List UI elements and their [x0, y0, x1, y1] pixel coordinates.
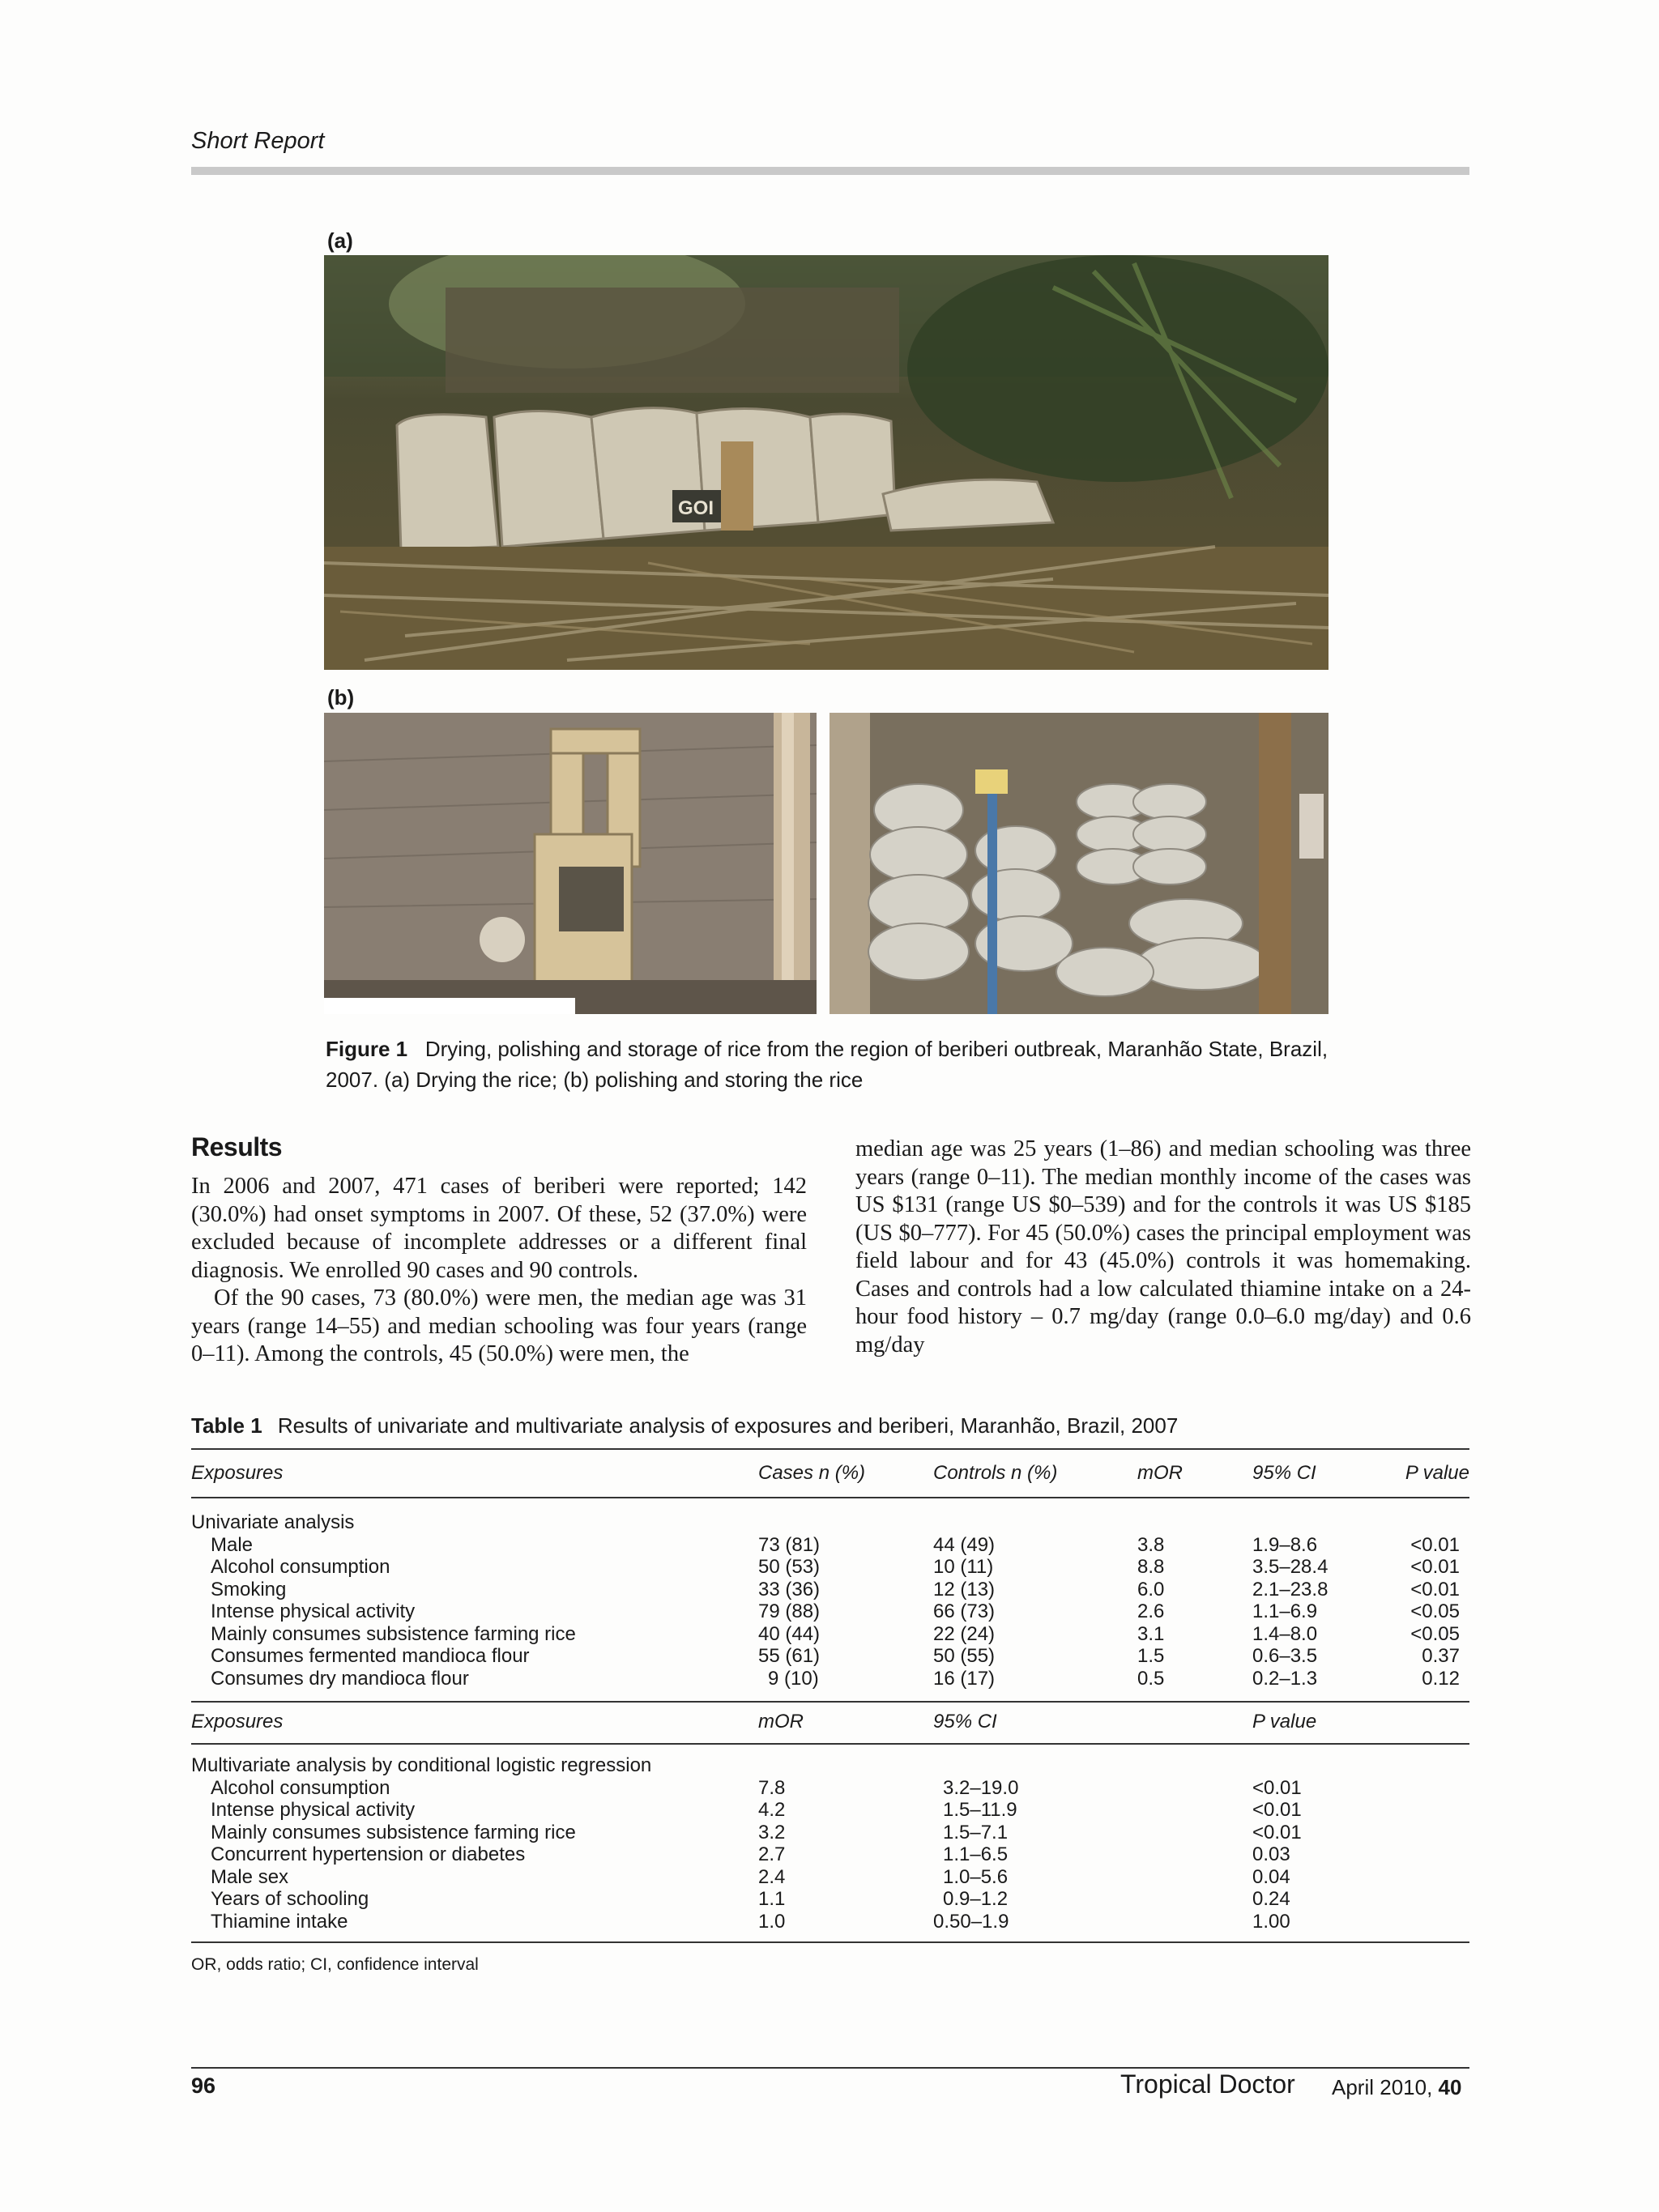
photo-drying-rice	[324, 255, 1328, 670]
issue-info	[1332, 2075, 1461, 2100]
col-header-mor-2: mOR	[758, 1711, 804, 1733]
journal-name: Tropical Doctor	[1120, 2069, 1295, 2099]
col-header-exposures-2: Exposures	[191, 1711, 284, 1733]
table-univariate-body	[191, 1511, 1469, 1698]
table-row: Mainly consumes subsistence farming rice 40 (44) 22 (24) 3.1 1.4–8.0 <0.05	[211, 1622, 1460, 1645]
table-row: Intense physical activity 79 (88) 66 (73) 2.6 1.1–6.9 <0.05	[211, 1600, 1460, 1622]
results-paragraph-2: Of the 90 cases, 73 (80.0%) were men, the median age was 31 years (range 14–55) and median schooling was four years (range 0–11). Among the controls, 45 (50.0%) were men, the	[191, 1285, 807, 1366]
figure-caption	[326, 1034, 1346, 1095]
figure-caption-label: Figure 1	[326, 1037, 408, 1061]
col-header-pvalue: P value	[1405, 1462, 1469, 1484]
table-row: Smoking 33 (36) 12 (13) 6.0 2.1–23.8 <0.01	[211, 1578, 1460, 1600]
table-title	[191, 1413, 1178, 1438]
figure-caption-text: Drying, polishing and storage of rice from the region of beriberi outbreak, Maranhão State, Brazil, 2007. (a) Drying the rice; (b) polishing and storing the rice	[326, 1037, 1328, 1092]
results-heading: Results	[191, 1132, 283, 1161]
table-row: Alcohol consumption 50 (53) 10 (11) 8.8 3.5–28.4 <0.01	[211, 1556, 1460, 1578]
table-row: Mainly consumes subsistence farming rice 3.2 1.5–7.1 <0.01	[211, 1821, 1302, 1843]
table-header-univariate	[191, 1462, 1469, 1486]
table-header-rule-1	[191, 1497, 1469, 1498]
table-row: Years of schooling 1.1 0.9–1.2 0.24	[211, 1888, 1290, 1910]
panel-a-label: (a)	[327, 228, 353, 253]
col-header-cases: Cases n (%)	[758, 1462, 866, 1484]
table-row: Intense physical activity 4.2 1.5–11.9 <0.01	[211, 1799, 1302, 1821]
results-paragraph-3: median age was 25 years (1–86) and median schooling was three years (range 0–11). The median monthly income of the cases was US $131 (range US $0–539) and for the controls it was US $185 (US $0–777). For 45 (50.0%) cases the principal employment was field labour and for 43 (45.0%) controls it was homemaking. Cases and controls had a low calculated thiamine intake on a 24-hour food history – 0.7 mg/day (range 0.0–6.0 mg/day) and 0.6 mg/day	[855, 1136, 1471, 1357]
table-footnote: OR, odds ratio; CI, confidence interval	[191, 1955, 479, 1974]
section-univariate: Univariate analysis	[191, 1511, 355, 1533]
table-multivariate-body	[191, 1754, 1469, 1941]
header-rule	[191, 167, 1469, 175]
table-row: Consumes fermented mandioca flour 55 (61) 50 (55) 1.5 0.6–3.5 0.37	[211, 1645, 1460, 1667]
issue-date: April 2010,	[1332, 2075, 1433, 2099]
table-row: Male 73 (81) 44 (49) 3.8 1.9–8.6 <0.01	[211, 1533, 1460, 1556]
table-row: Consumes dry mandioca flour 9 (10) 16 (17) 0.5 0.2–1.3 0.12	[211, 1667, 1460, 1690]
page-number: 96	[191, 2073, 216, 2098]
footer-rule	[191, 2067, 1469, 2069]
results-paragraph-1: In 2006 and 2007, 471 cases of beriberi were reported; 142 (30.0%) had onset symptoms in 2007. Of these, 52 (37.0%) were excluded because of incomplete addresses or a different final diagnosis. We enrolled 90 cases and 90 controls.	[191, 1174, 807, 1283]
section-multivariate: Multivariate analysis by conditional logistic regression	[191, 1754, 652, 1776]
table-row: Alcohol consumption 7.8 3.2–19.0 <0.01	[211, 1776, 1302, 1799]
table-row: Male sex 2.4 1.0–5.6 0.04	[211, 1865, 1290, 1888]
sack-lettering: GOI	[678, 497, 714, 519]
table-label: Table 1	[191, 1413, 262, 1438]
col-header-ci: 95% CI	[1252, 1462, 1316, 1484]
col-header-exposures: Exposures	[191, 1462, 284, 1484]
col-header-pvalue-2: P value	[1252, 1711, 1317, 1733]
table-bottom-rule	[191, 1941, 1469, 1943]
table-header-multivariate	[191, 1711, 1469, 1735]
panel-b-label: (b)	[327, 685, 355, 710]
results-right-column	[855, 1136, 1471, 1359]
col-header-ci-2: 95% CI	[933, 1711, 997, 1733]
table-header-rule-2	[191, 1743, 1469, 1745]
table-row: Thiamine intake 1.0 0.50–1.9 1.00	[211, 1910, 1290, 1933]
table-title-text: Results of univariate and multivariate analysis of exposures and beriberi, Maranhão, Brazil, 2007	[277, 1413, 1179, 1438]
col-header-controls: Controls n (%)	[933, 1462, 1058, 1484]
table-row: Concurrent hypertension or diabetes 2.7 1.1–6.5 0.03	[211, 1843, 1290, 1865]
photo-rice-storage	[830, 713, 1328, 1014]
photo-polishing-machine	[324, 713, 817, 1014]
running-title: Short Report	[191, 128, 325, 154]
table-top-rule	[191, 1448, 1469, 1450]
table-mid-rule	[191, 1701, 1469, 1703]
results-left-column	[191, 1173, 807, 1369]
col-header-mor: mOR	[1137, 1462, 1183, 1484]
volume-number: 40	[1438, 2075, 1462, 2099]
